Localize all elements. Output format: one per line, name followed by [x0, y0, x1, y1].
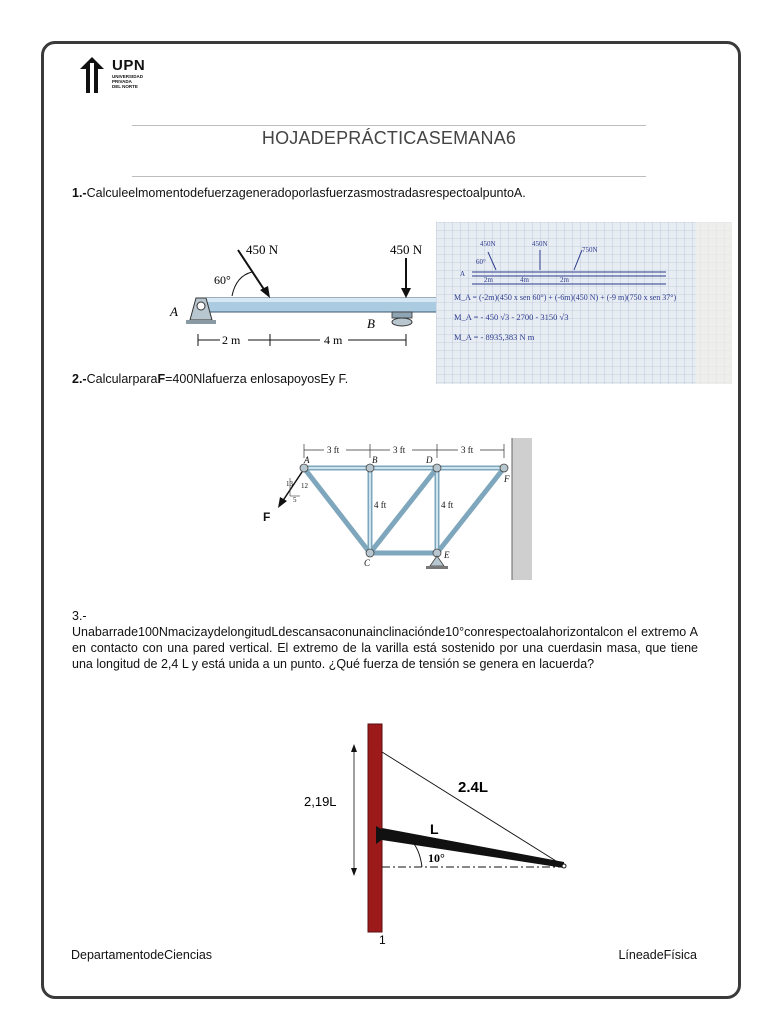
q3-bar-figure — [290, 720, 580, 950]
q3-angle-label: 10° — [428, 851, 445, 865]
note-eq3: M_A = - 8935,383 N m — [454, 332, 535, 342]
question-2-f: F — [157, 372, 166, 386]
logo-text: UPN — [112, 57, 146, 74]
q2-node-b: B — [372, 455, 378, 465]
question-3 — [72, 608, 698, 672]
footer-line: LíneadeFísica — [618, 948, 697, 962]
question-2-text-b: =400Nlafuerza enlosapoyosEy F. — [165, 372, 349, 386]
note-d3: 2m — [560, 276, 569, 284]
q2-dim-top-2: 3 ft — [393, 445, 406, 455]
q2-slope-5: 5 — [293, 496, 297, 504]
title-rule-bottom — [132, 176, 646, 177]
q3-rope-label: 2.4L — [458, 779, 489, 796]
q2-slope-13: 13 — [286, 480, 293, 488]
question-2 — [72, 372, 348, 386]
q2-node-e: E — [444, 550, 450, 560]
note-d1: 2m — [484, 276, 493, 284]
q3-bottom-label: 1 — [379, 933, 386, 947]
q2-node-c: C — [364, 558, 371, 568]
q1-point-a-label: A — [170, 304, 178, 319]
q3-height-label: 2,19L — [304, 794, 337, 809]
q1-force1-label: 450 N — [246, 242, 279, 257]
q1-dim1-label: 2 m — [222, 333, 241, 347]
note-eq2: M_A = - 450 √3 - 2700 - 3150 √3 — [454, 312, 569, 322]
note-angle: 60° — [476, 258, 486, 266]
q2-node-a: A — [304, 455, 310, 465]
note-f2: 450N — [532, 240, 548, 248]
logo-subtitle: UNIVERSIDAD PRIVADA DEL NORTE — [112, 74, 144, 89]
q2-dim-top-1: 3 ft — [327, 445, 340, 455]
q2-node-d: D — [426, 455, 433, 465]
q1-handwritten-solution — [436, 222, 732, 384]
page-title: HOJADEPRÁCTICASEMANA6 — [261, 128, 517, 148]
note-eq1: M_A = (-2m)(450 x sen 60°) + (-6m)(450 N) + (-9 m)(750 x sen 37°) — [454, 293, 677, 302]
question-1-text: CalculeelmomentodefuerzageneradoporlasfuerzasmostradasrespectoalpuntoA. — [86, 186, 526, 200]
q2-force-label: F — [263, 510, 271, 524]
question-1 — [72, 186, 526, 200]
q2-truss-figure — [262, 438, 532, 580]
question-2-number: 2.- — [72, 372, 87, 386]
note-f1: 450N — [480, 240, 496, 248]
note-f3: 750N — [582, 246, 598, 254]
q2-dim-top-3: 3 ft — [461, 445, 474, 455]
q1-point-b-label: B — [367, 316, 375, 331]
q1-angle-label: 60° — [214, 273, 231, 287]
q1-force2-label: 450 N — [390, 242, 423, 257]
q1-dim2-label: 4 m — [324, 333, 343, 347]
footer-department: DepartamentodeCiencias — [71, 948, 213, 962]
title-rule-top — [132, 125, 646, 126]
question-3-number: 3.- — [72, 609, 87, 623]
q2-height-2: 4 ft — [441, 500, 454, 510]
question-3-text: Unabarrade100NmacizaydelongitudLdescansaconunainclinaciónde10°conrespectoalahorizontalcon el extremo A en contacto con una pared vertical. El extremo de la varilla está sostenido por una cuerdasin masa, que tiene una longitud de 2,4 L y está unida a un punto. ¿Qué fuerza de tensión se genera en lacuerda? — [72, 625, 698, 671]
q2-height-1: 4 ft — [374, 500, 387, 510]
question-1-number: 1.- — [72, 186, 87, 200]
q1-beam-figure — [160, 236, 440, 360]
question-2-text-a: Calcularpara — [86, 372, 158, 386]
note-a: A — [460, 270, 466, 278]
q2-node-f: F — [504, 474, 510, 484]
note-d2: 4m — [520, 276, 529, 284]
q3-bar-label: L — [430, 821, 439, 837]
q2-slope-12: 12 — [301, 482, 308, 490]
